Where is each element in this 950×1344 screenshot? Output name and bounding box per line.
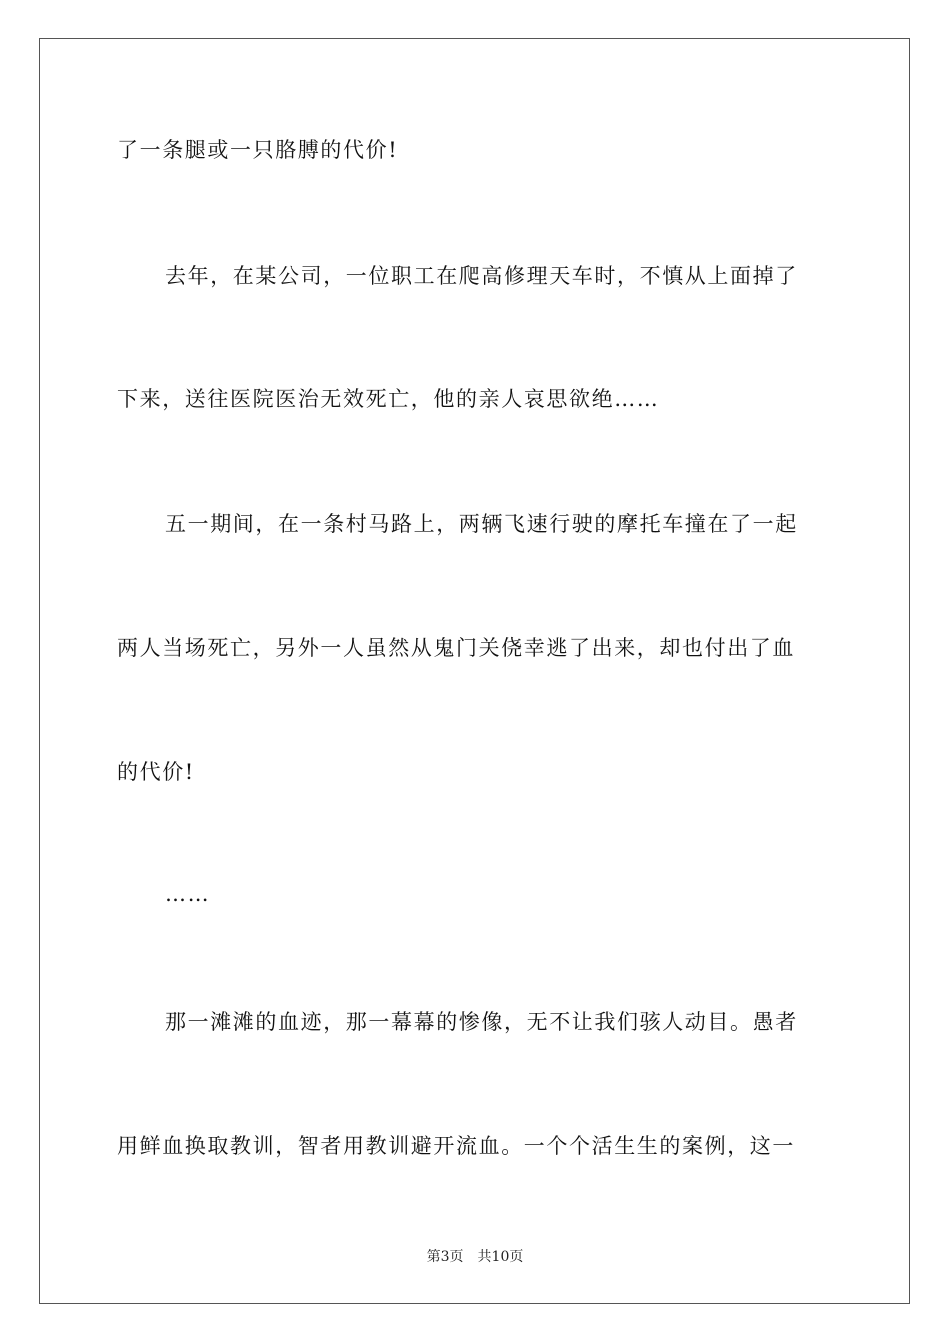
page-number: 第3页 [426,1249,464,1265]
page-border [39,38,910,1304]
page-total: 共10页 [477,1249,524,1265]
text-line-6: 的代价! [117,760,195,784]
text-line-5: 两人当场死亡，另外一人虽然从鬼门关侥幸逃了出来，却也付出了血 [117,636,795,660]
text-line-1: 了一条腿或一只胳膊的代价! [117,138,399,162]
page-footer [0,1247,950,1267]
text-line-2: 去年，在某公司，一位职工在爬高修理天车时，不慎从上面掉了 [165,264,798,288]
text-line-4: 五一期间，在一条村马路上，两辆飞速行驶的摩托车撞在了一起 [165,512,798,536]
text-line-3: 下来，送往医院医治无效死亡，他的亲人哀思欲绝…… [117,387,660,411]
text-line-7: …… [165,882,211,906]
text-line-8: 那一滩滩的血迹，那一幕幕的惨像，无不让我们骇人动目。愚者 [165,1010,798,1034]
text-line-9: 用鲜血换取教训，智者用教训避开流血。一个个活生生的案例，这一 [117,1134,795,1158]
